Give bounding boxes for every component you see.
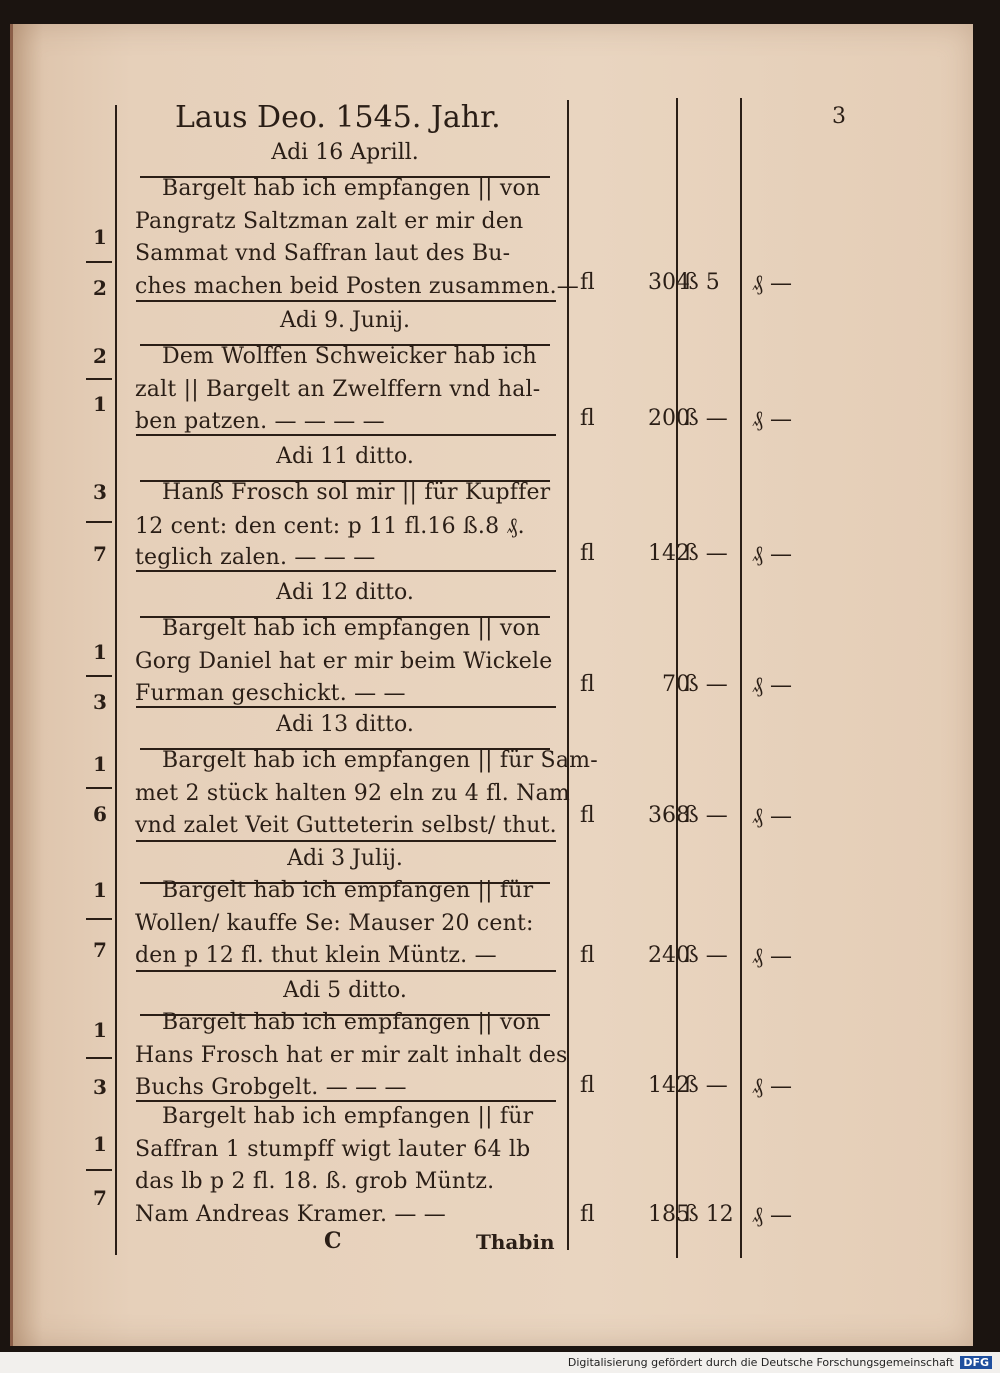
entry-text-line: den p 12 fl. thut klein Müntz. —: [135, 943, 497, 968]
currency-sign: fl: [580, 1202, 595, 1227]
amount-guilders: [580, 943, 690, 968]
amount-pfennig: ₰ —: [752, 542, 792, 567]
index-top-number: 1: [93, 878, 107, 902]
currency-sign: fl: [580, 270, 595, 295]
amount-pfennig: ₰ —: [752, 673, 792, 698]
index-bottom-number: 7: [93, 1186, 107, 1210]
amount-pfennig: ₰ —: [752, 944, 792, 969]
amount-pfennig: ₰ —: [752, 1203, 792, 1228]
entry-text-line: ben patzen. — — — —: [135, 409, 385, 434]
amount-schilling: ß —: [684, 672, 728, 697]
entry-text-line: das lb p 2 fl. 18. ß. grob Müntz.: [135, 1169, 495, 1194]
index-bottom-number: 2: [93, 276, 107, 300]
amount-guilders: [580, 406, 690, 431]
amount-guilders: [580, 1073, 690, 1098]
currency-sign: fl: [580, 1073, 595, 1098]
amount-pfennig: ₰ —: [752, 271, 792, 296]
entry-text-line: Wollen/ kauffe Se: Mauser 20 cent:: [135, 910, 534, 936]
index-top-number: 1: [93, 752, 107, 776]
index-bottom-number: 3: [93, 1075, 107, 1099]
amount-guilders: [580, 803, 690, 828]
index-top-number: 1: [93, 225, 107, 249]
entry-text-line: ches machen beid Posten zusammen.—: [135, 273, 579, 299]
entry-text-line: Saffran 1 stumpff wigt lauter 64 lb: [135, 1136, 531, 1162]
entry-text-line: 12 cent: den cent: p 11 fl.16 ß.8 ₰.: [135, 513, 525, 539]
entry-text-line: Bargelt hab ich empfangen || von: [162, 616, 541, 641]
entry-text-line: Bargelt hab ich empfangen || für: [162, 878, 534, 903]
index-divider: [86, 918, 112, 920]
entry-rule: [136, 706, 556, 708]
entry-text-line: Dem Wolffen Schweicker hab ich: [162, 344, 537, 369]
page-number: 3: [832, 104, 846, 129]
amount-guilders: [580, 1202, 690, 1227]
entry-text-line: Bargelt hab ich empfangen || für: [162, 1104, 534, 1129]
entry-text-line: met 2 stück halten 92 eln zu 4 fl. Nam: [135, 780, 570, 806]
index-top-number: 1: [93, 640, 107, 664]
index-bottom-number: 3: [93, 690, 107, 714]
entry-date: Adi 16 Aprill.: [271, 140, 419, 165]
entry-text-line: Hans Frosch hat er mir zalt inhalt des: [135, 1042, 568, 1068]
index-bottom-number: 7: [93, 938, 107, 962]
entry-text-line: Bargelt hab ich empfangen || für Sam-: [162, 748, 598, 773]
amount-value: 185: [648, 1202, 690, 1227]
index-divider: [86, 261, 112, 263]
index-divider: [86, 787, 112, 789]
pfennig-column-rule: [740, 98, 742, 1258]
amount-schilling: ß —: [684, 803, 728, 828]
index-divider: [86, 1169, 112, 1171]
amount-schilling: ß —: [684, 406, 728, 431]
entry-text-line: Hanß Frosch sol mir || für Kupffer: [162, 480, 551, 505]
amount-schilling: ß —: [684, 541, 728, 566]
entry-text-line: zalt || Bargelt an Zwelffern vnd hal-: [135, 376, 541, 402]
left-margin-rule: [115, 105, 117, 1255]
amount-value: 368: [648, 803, 690, 828]
dfg-logo: DFG: [960, 1356, 992, 1369]
index-top-number: 1: [93, 1018, 107, 1042]
amount-value: 304: [648, 270, 690, 295]
currency-sign: fl: [580, 541, 595, 566]
amount-guilders: [580, 541, 690, 566]
entry-text-line: Furman geschickt. — —: [135, 681, 406, 706]
amount-value: 240: [648, 943, 690, 968]
amount-value: 70: [662, 672, 690, 697]
entry-rule: [136, 434, 556, 436]
amount-schilling: ß —: [684, 943, 728, 968]
entry-rule: [136, 970, 556, 972]
amount-pfennig: ₰ —: [752, 407, 792, 432]
amount-pfennig: ₰ —: [752, 1074, 792, 1099]
amount-guilders: [580, 672, 690, 697]
amount-schilling: ß —: [684, 1073, 728, 1098]
entry-date: Adi 3 Julij.: [287, 846, 403, 871]
entry-text-line: Pangratz Saltzman zalt er mir den: [135, 208, 524, 234]
entry-text-line: teglich zalen. — — —: [135, 545, 376, 570]
currency-sign: fl: [580, 803, 595, 828]
currency-sign: fl: [580, 943, 595, 968]
index-bottom-number: 6: [93, 802, 107, 826]
currency-sign: fl: [580, 672, 595, 697]
index-top-number: 1: [93, 1132, 107, 1156]
amount-value: 142: [648, 541, 690, 566]
index-top-number: 2: [93, 344, 107, 368]
entry-text-line: Bargelt hab ich empfangen || von: [162, 176, 541, 201]
amount-guilders: [580, 270, 690, 295]
entry-date: Adi 12 ditto.: [276, 580, 414, 605]
index-divider: [86, 378, 112, 380]
index-divider: [86, 675, 112, 677]
currency-sign: fl: [580, 406, 595, 431]
amount-column-rule: [567, 100, 569, 1250]
entry-rule: [136, 570, 556, 572]
entry-rule: [136, 1100, 556, 1102]
entry-text-line: Bargelt hab ich empfangen || von: [162, 1010, 541, 1035]
amount-schilling: ß 5: [684, 270, 720, 295]
entry-date: Adi 9. Junij.: [280, 308, 410, 333]
amount-value: 200: [648, 406, 690, 431]
catchword: Thabin: [476, 1230, 555, 1254]
index-divider: [86, 1057, 112, 1059]
index-top-number: 3: [93, 480, 107, 504]
signature-mark: C: [324, 1228, 342, 1254]
entry-text-line: vnd zalet Veit Gutteterin selbst/ thut.: [135, 813, 557, 838]
entry-date: Adi 11 ditto.: [276, 444, 414, 469]
digitization-credit: [568, 1356, 992, 1369]
entry-text-line: Sammat vnd Saffran laut des Bu-: [135, 241, 511, 266]
index-bottom-number: 7: [93, 542, 107, 566]
credit-text: Digitalisierung gefördert durch die Deutsche Forschungsgemeinschaft: [567, 1356, 954, 1369]
amount-pfennig: ₰ —: [752, 804, 792, 829]
page-title: Laus Deo. 1545. Jahr.: [175, 100, 501, 135]
amount-value: 142: [648, 1073, 690, 1098]
amount-schilling: ß 12: [684, 1202, 734, 1227]
entry-rule: [136, 300, 556, 302]
entry-text-line: Nam Andreas Kramer. — —: [135, 1201, 446, 1227]
entry-date: Adi 13 ditto.: [276, 712, 414, 737]
entry-date: Adi 5 ditto.: [283, 978, 407, 1003]
index-divider: [86, 521, 112, 523]
index-bottom-number: 1: [93, 392, 107, 416]
entry-text-line: Buchs Grobgelt. — — —: [135, 1075, 407, 1100]
entry-text-line: Gorg Daniel hat er mir beim Wickele: [135, 648, 553, 674]
entry-rule: [136, 840, 556, 842]
